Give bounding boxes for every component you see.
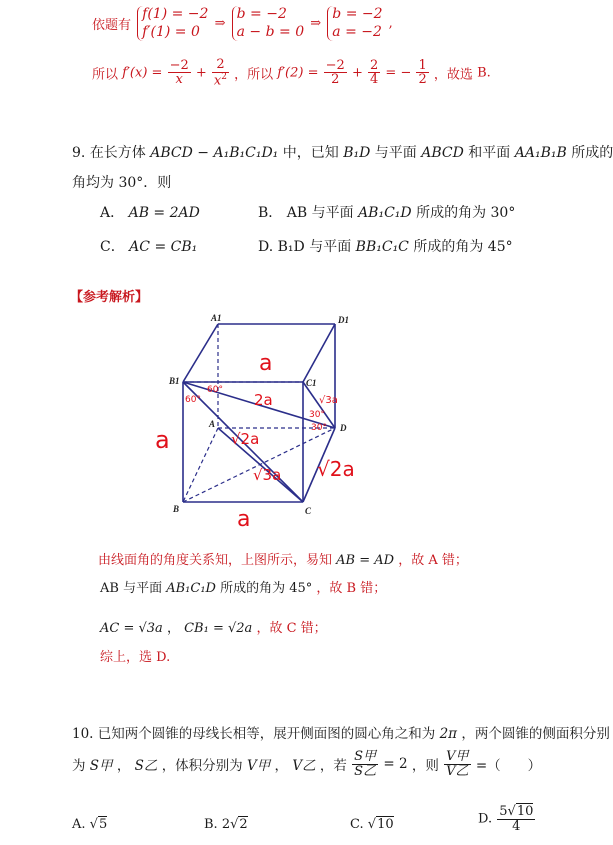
implies-arrow: ⇒ — [214, 16, 226, 31]
q9-option-d: D. B₁D 与平面 BB₁C₁C 所成的角为 45° — [258, 239, 513, 255]
edge — [303, 324, 335, 382]
analysis-heading: 【参考解析】 — [70, 290, 149, 305]
hidden-edge — [183, 428, 218, 502]
annotation: √2a — [317, 457, 355, 481]
fraction: $\frac{\text{V甲}}{\text{V乙}}$ — [446, 749, 469, 779]
annotation: a — [237, 507, 251, 532]
cuboid-figure — [145, 310, 375, 532]
vertex-label: A1 — [211, 313, 222, 323]
q9-option-a: A． AB = 2AD — [100, 205, 200, 221]
vertex-label: B — [173, 504, 180, 514]
q10-option-d: D. $\frac{5√10}{4}$ — [478, 804, 534, 834]
vertex-label: B1 — [169, 376, 180, 386]
fraction: $\frac{1}{2}$ — [418, 57, 427, 88]
fraction: $\frac{-2}{x}$ — [169, 57, 189, 88]
q10-line2: 为 S甲 ， S乙 ，体积分别为 V甲 ， V乙 ，若 $\frac{\text{S甲}}{\text{S乙}}$ = 2 ，则 $\frac{\text{V甲}}{\text{V乙}}$ =（ ） — [72, 749, 542, 779]
annotation: √2a — [231, 430, 260, 448]
fraction: $\frac{2}{x^2}$ — [213, 57, 227, 88]
angle-label: 60° — [207, 385, 223, 395]
q10-option-c: C. √10 — [350, 817, 394, 832]
analysis-line1: 由线面角的角度关系知，上图所示，易知 AB = AD ，故 A 错； — [98, 553, 468, 568]
q10-line1: 10. 已知两个圆锥的母线长相等，展开侧面图的圆心角之和为 2π ，两个圆锥的侧面积分别 — [72, 726, 610, 742]
q9-option-c: C． AC = CB₁ — [100, 239, 198, 255]
analysis-line4: 综上，选 D. — [100, 650, 171, 665]
system-1: f(1) = −2 f′(1) = 0 — [137, 6, 208, 41]
annotation: a — [155, 426, 170, 454]
annotation: 2a — [254, 391, 273, 409]
q9-line1: 9. 在长方体 ABCD − A₁B₁C₁D₁ 中，已知 B₁D 与平面 ABCD 和平面 AA₁B₁B 所成的 — [72, 145, 613, 161]
q10-option-a: A. √5 — [72, 817, 108, 832]
prev-intro: 依题有 — [92, 18, 132, 33]
edge — [183, 324, 218, 382]
question-number: 9. — [72, 145, 86, 161]
system-3: b = −2 a = −2 — [327, 6, 382, 41]
analysis-line3: AC = √3a ， CB₁ = √2a ，故 C 错； — [100, 621, 327, 636]
fraction: $\frac{5√10}{4}$ — [499, 804, 534, 834]
vertex-label: D1 — [338, 315, 349, 325]
analysis-line2: AB 与平面 AB₁C₁D 所成的角为 45° ，故 B 错； — [100, 581, 387, 596]
vertex-label: A — [209, 419, 216, 429]
vertex-label: D — [340, 423, 347, 433]
annotation: √3a — [319, 395, 338, 406]
implies-arrow: ⇒ — [310, 16, 322, 31]
fraction: $\frac{2}{4}$ — [370, 57, 379, 88]
annotation: a — [259, 351, 273, 376]
q9-line2: 角均为 30°．则 — [72, 175, 172, 191]
angle-label: 30° — [309, 410, 325, 420]
q10-option-b: B. 2√2 — [204, 817, 248, 832]
prev-solution-line2: 所以 f′(x) = $\frac{-2}{x}$ + $\frac{2}{x^2}$ ，所以 f′(2) = $\frac{-2}{2}$ + $\frac{2}{4}$ = − $\frac{1}{2}$ ，故选 B. — [92, 57, 491, 88]
question-number: 10. — [72, 726, 94, 742]
annotation: √3a — [253, 466, 282, 484]
angle-label: 60° — [185, 395, 201, 405]
angle-label: 30° — [311, 423, 327, 433]
fraction: $\frac{\text{S甲}}{\text{S乙}}$ — [354, 749, 377, 779]
fraction: $\frac{-2}{2}$ — [325, 57, 345, 88]
q9-option-b: B． AB 与平面 AB₁C₁D 所成的角为 30° — [258, 205, 516, 221]
system-2: b = −2 a − b = 0 — [232, 6, 304, 41]
vertex-label: C1 — [306, 378, 317, 388]
vertex-label: C — [305, 506, 312, 516]
prev-solution-line1: 依题有 f(1) = −2 f′(1) = 0 ⇒ b = −2 a − b = 0 ⇒ b = −2 a = −2 , — [92, 6, 393, 40]
